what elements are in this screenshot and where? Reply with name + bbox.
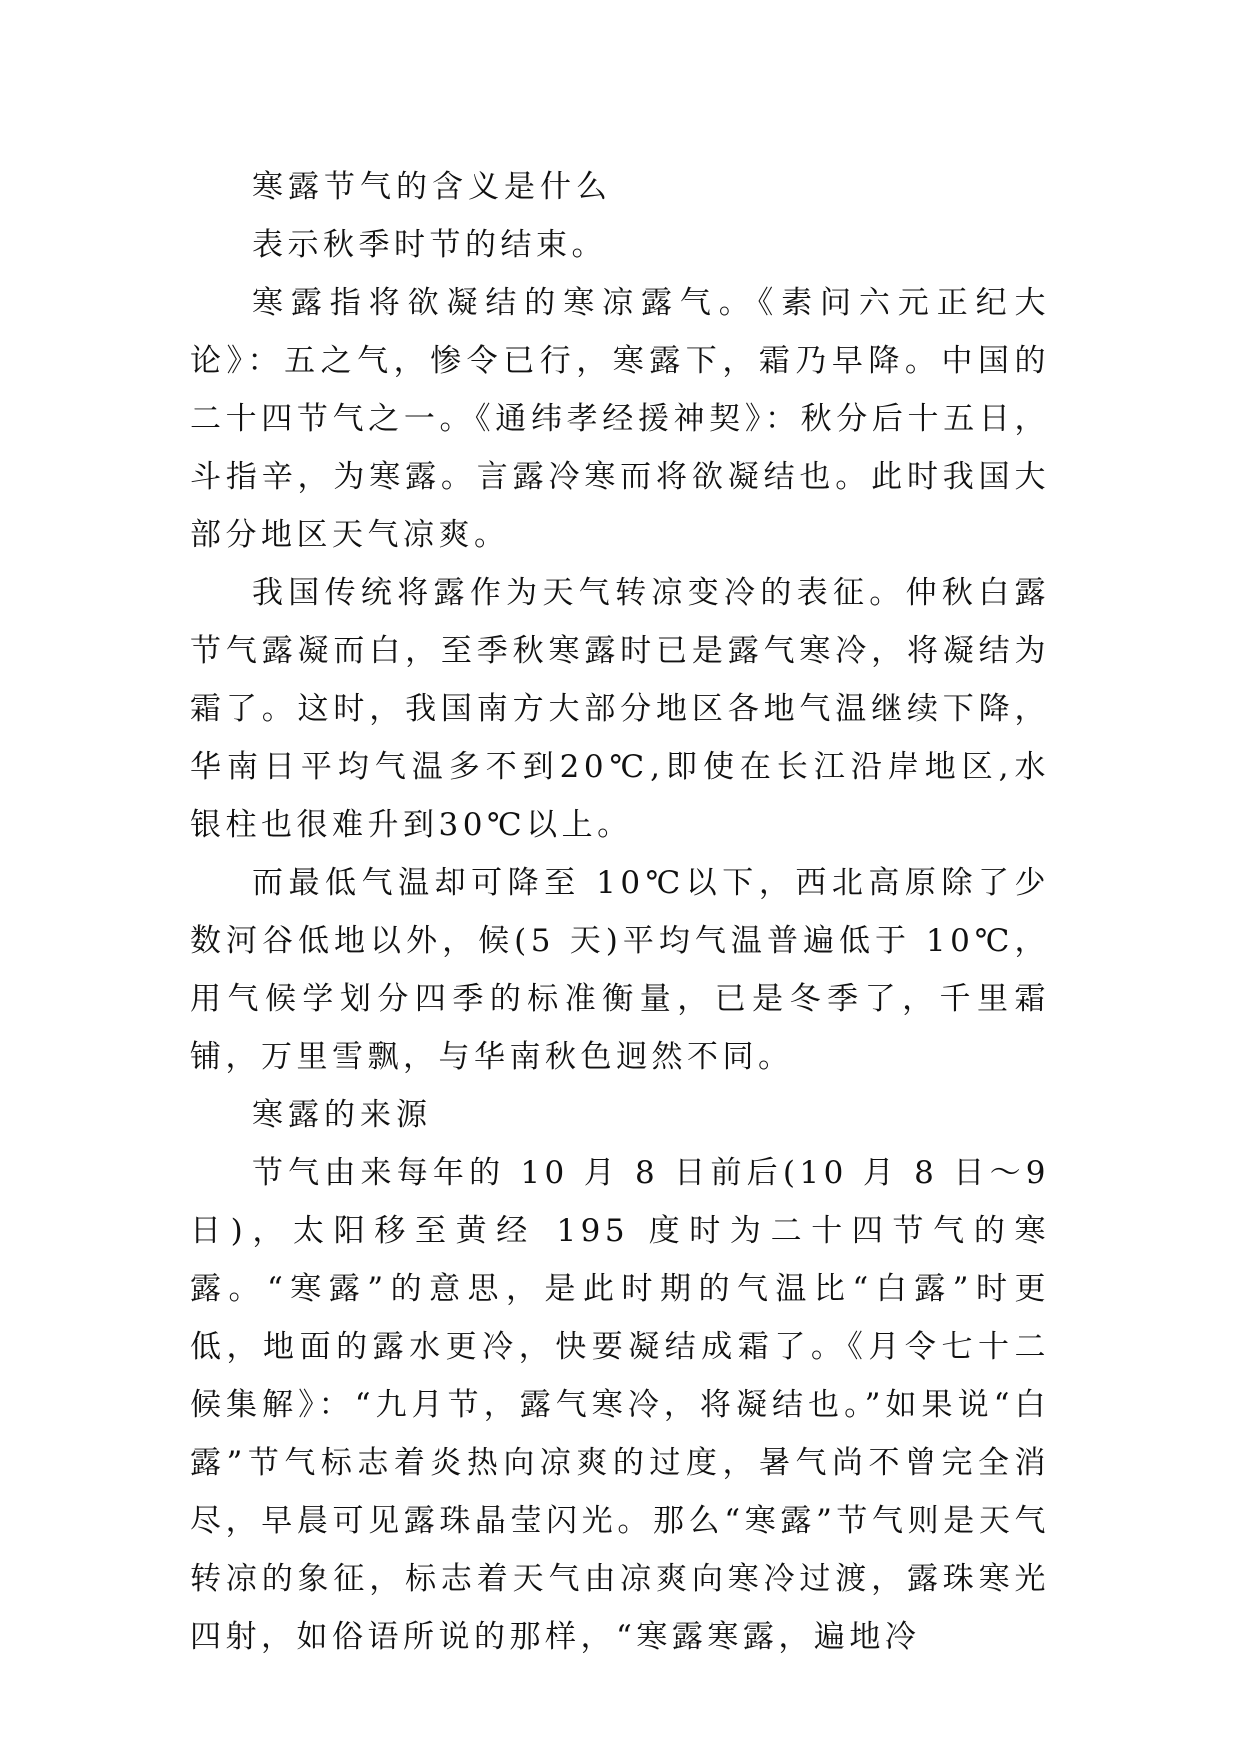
paragraph-tradition: 我国传统将露作为天气转凉变冷的表征。仲秋白露节气露凝而白，至季秋寒露时已是露气寒冷，将凝结为霜了。这时，我国南方大部分地区各地气温继续下降，华南日平均气温多不到20℃,即使在长江沿岸地区,水银柱也很难升到30℃以上。 bbox=[190, 575, 1050, 843]
paragraph-origin: 节气由来每年的 10 月 8 日前后(10 月 8 日～9 日)，太阳移至黄经 195 度时为二十四节气的寒露。“寒露”的意思，是此时期的气温比“白露”时更低，地面的露水更冷，快要凝结成霜了。《月令七十二候集解》：“九月节，露气寒冷，将凝结也。”如果说“白露”节气标志着炎热向凉爽的过度，暑气尚不曾完全消尽，早晨可见露珠晶莹闪光。那么“寒露”节气则是天气转凉的象征，标志着天气由凉爽向寒冷过渡，露珠寒光四射，如俗语所说的那样，“寒露寒露，遍地冷 bbox=[190, 1155, 1050, 1655]
paragraph-definition: 寒露指将欲凝结的寒凉露气。《素问六元正纪大论》：五之气，惨令已行，寒露下，霜乃早降。中国的二十四节气之一。《通纬孝经援神契》：秋分后十五日，斗指辛，为寒露。言露冷寒而将欲凝结也。此时我国大部分地区天气凉爽。 bbox=[190, 285, 1050, 553]
paragraph-summary: 表示秋季时节的结束。 bbox=[252, 227, 607, 263]
paragraph-title: 寒露节气的含义是什么 bbox=[252, 169, 612, 205]
paragraph-temperature: 而最低气温却可降至 10℃以下，西北高原除了少数河谷低地以外，候(5 天)平均气温普遍低于 10℃，用气候学划分四季的标准衡量，已是冬季了，千里霜铺，万里雪飘，与华南秋色迥然不同。 bbox=[190, 865, 1050, 1075]
document-body bbox=[190, 158, 1050, 1666]
paragraph-origin-heading: 寒露的来源 bbox=[252, 1097, 432, 1133]
